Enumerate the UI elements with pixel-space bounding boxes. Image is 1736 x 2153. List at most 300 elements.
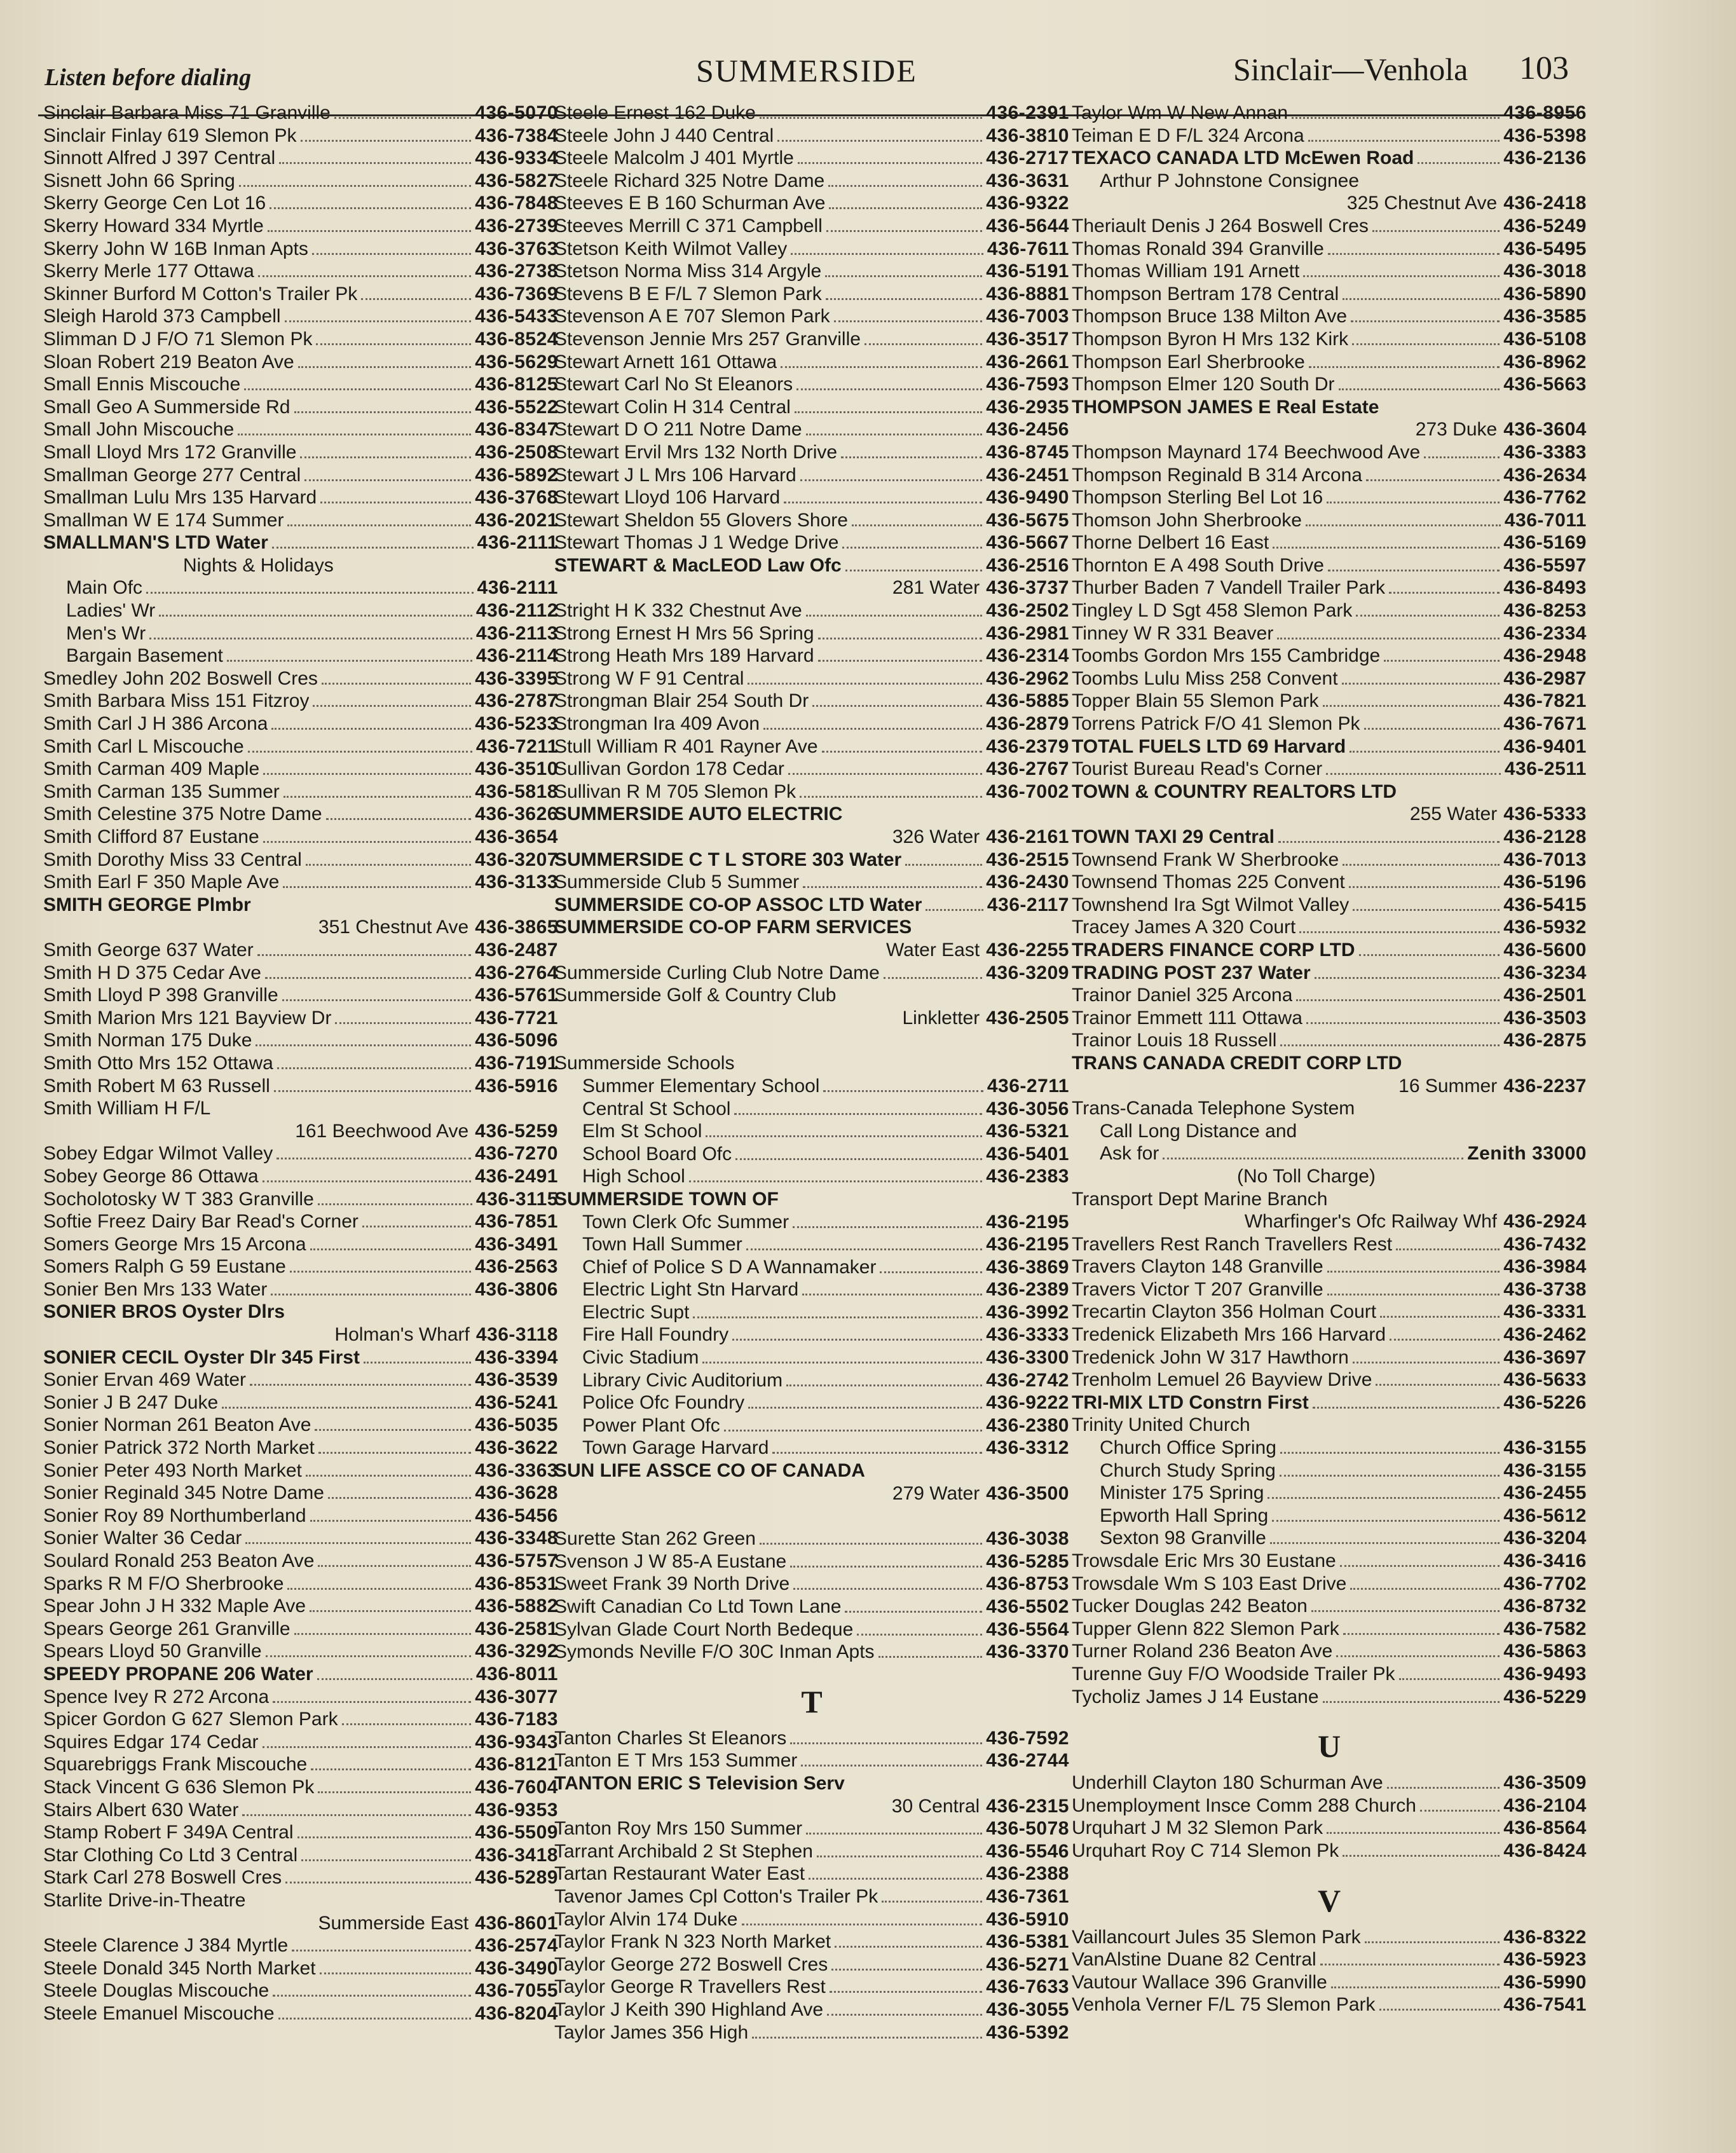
dot-leader (1306, 1022, 1500, 1024)
dot-leader (317, 1678, 472, 1680)
phone-number: 436-2717 (986, 147, 1069, 169)
listing-name: Trenholm Lemuel 26 Bayview Drive (1072, 1369, 1372, 1391)
phone-number: 436-2237 (1503, 1075, 1587, 1097)
listing-entry (43, 645, 558, 667)
phone-number: 436-8881 (986, 283, 1069, 304)
dot-leader (784, 502, 982, 503)
dot-leader (825, 275, 982, 277)
listing-name: 279 Water (892, 1482, 980, 1504)
dot-leader (1372, 230, 1500, 232)
phone-number: 436-2502 (986, 600, 1069, 622)
phone-number: 436-7633 (986, 1976, 1069, 1998)
dot-leader (301, 140, 472, 142)
listing-name: Sonier Patrick 372 North Market (43, 1437, 315, 1459)
listing-name: Theriault Denis J 264 Boswell Cres (1072, 215, 1369, 236)
listing-entry (1072, 305, 1587, 328)
listing-entry (1072, 283, 1587, 306)
listing-name: Steele Emanuel Miscouche (43, 2002, 275, 2024)
dot-leader (1296, 999, 1500, 1001)
dot-leader (283, 886, 471, 888)
listing-entry (43, 758, 558, 781)
dot-leader (362, 1226, 471, 1227)
dot-leader (795, 411, 982, 413)
dot-leader (790, 1566, 982, 1568)
listing-name: Skerry Howard 334 Myrtle (43, 215, 264, 236)
listing-entry (43, 577, 558, 599)
listing-name: Thurber Baden 7 Vandell Trailer Park (1072, 577, 1386, 599)
listing-name: Soulard Ronald 253 Beaton Ave (43, 1550, 315, 1571)
phone-number: 436-3204 (1503, 1528, 1587, 1549)
listing-name: Stright H K 332 Chestnut Ave (554, 600, 802, 622)
phone-number: 436-5882 (475, 1596, 558, 1617)
phone-number: 436-7183 (475, 1709, 558, 1730)
dot-leader (1343, 864, 1500, 866)
listing-name: Stetson Keith Wilmot Valley (554, 238, 788, 259)
dot-leader (793, 1588, 982, 1590)
listing-entry (1072, 1278, 1587, 1301)
dot-leader (315, 1429, 471, 1431)
listing-entry (43, 509, 558, 532)
listing-name: Travellers Rest Ranch Travellers Rest (1072, 1233, 1393, 1255)
listing-name: Smith Barbara Miss 151 Fitzroy (43, 690, 310, 712)
listing-name: Squarebriggs Frank Miscouche (43, 1754, 308, 1775)
listing-entry (554, 735, 1069, 758)
listing-name: Stewart Sheldon 55 Glovers Shore (554, 509, 848, 531)
listing-entry (43, 1934, 558, 1957)
section-letter: T (801, 1683, 823, 1719)
listing-name: Stewart Lloyd 106 Harvard (554, 487, 781, 509)
dot-leader (318, 1791, 471, 1793)
dot-leader (1399, 1678, 1500, 1680)
phone-number: 436-3312 (986, 1437, 1069, 1459)
listing-entry (554, 1550, 1069, 1573)
listing-entry (43, 1142, 558, 1165)
dot-leader (159, 615, 472, 617)
listing-entry (43, 1799, 558, 1822)
listing-name: Smith Norman 175 Duke (43, 1030, 252, 1051)
phone-number: 436-2981 (986, 622, 1069, 644)
listing-name: Tartan Restaurant Water East (554, 1863, 805, 1885)
listing-name: Sonier Peter 493 North Market (43, 1459, 302, 1481)
listing-entry (554, 713, 1069, 735)
listing-name: Town Hall Summer (582, 1234, 742, 1255)
listing-entry (554, 1346, 1069, 1369)
listing-name: Turenne Guy F/O Woodside Trailer Pk (1072, 1663, 1395, 1685)
phone-number: 436-2111 (477, 577, 558, 599)
listing-entry (554, 102, 1069, 125)
dot-leader (310, 1520, 472, 1522)
listing-name: Police Ofc Foundry (582, 1392, 745, 1414)
dot-leader (1352, 343, 1500, 345)
phone-number: 436-3363 (475, 1459, 558, 1481)
listing-name: Turner Roland 236 Beaton Ave (1072, 1641, 1333, 1662)
listing-name: Sinclair Finlay 619 Slemon Pk (43, 125, 297, 146)
listing-entry (43, 1301, 558, 1323)
phone-number: 436-7541 (1503, 1994, 1587, 2016)
phone-number: 436-5633 (1503, 1369, 1587, 1391)
listing-entry (43, 1391, 558, 1414)
phone-number: 436-9334 (475, 147, 558, 169)
dot-leader (265, 977, 471, 979)
dot-leader (256, 1044, 471, 1046)
dot-leader (1313, 1407, 1500, 1409)
listing-name: Socholotosky W T 383 Granville (43, 1188, 314, 1210)
listing-entry (1072, 554, 1587, 577)
phone-number: 436-2739 (475, 215, 558, 236)
phone-number: 436-8253 (1503, 600, 1587, 622)
listing-entry (1072, 894, 1587, 917)
dot-leader (318, 1203, 472, 1205)
phone-number: 436-3333 (986, 1324, 1069, 1346)
listing-entry (1072, 1618, 1587, 1641)
listing-name: Thompson Earl Sherbrooke (1072, 351, 1305, 373)
phone-number: 436-9353 (475, 1799, 558, 1821)
listing-entry (1072, 1323, 1587, 1346)
dot-leader (796, 388, 982, 390)
listing-entry (43, 735, 558, 758)
phone-number: 436-7604 (475, 1776, 558, 1798)
listing-name: Sobey Edgar Wilmot Valley (43, 1143, 273, 1165)
spacer (554, 1029, 1069, 1052)
dot-leader (800, 479, 983, 481)
dot-leader (316, 343, 471, 345)
phone-number: 436-5289 (475, 1867, 558, 1889)
dot-leader (1327, 1832, 1500, 1834)
listing-entry (1072, 102, 1587, 125)
listing-entry (43, 803, 558, 826)
listing-name: Smallman Lulu Mrs 135 Harvard (43, 487, 317, 509)
listing-entry (554, 1369, 1069, 1392)
phone-number: 436-2511 (1504, 758, 1587, 780)
dot-leader (263, 841, 472, 843)
listing-entry (43, 1097, 558, 1120)
listing-entry (1072, 1052, 1587, 1075)
listing-name: Smith William H F/L (43, 1098, 211, 1119)
phone-number: 436-3115 (475, 1188, 558, 1210)
phone-number: 436-2661 (986, 351, 1069, 373)
phone-number: 436-2455 (1503, 1482, 1587, 1504)
listing-entry (43, 1437, 558, 1459)
phone-number: 436-2388 (986, 1863, 1069, 1885)
listing-entry (43, 1889, 558, 1912)
listing-entry (554, 1908, 1069, 1931)
dot-leader (278, 2018, 472, 2020)
dot-leader (806, 1833, 982, 1835)
dot-leader (257, 954, 472, 956)
listing-entry (43, 1731, 558, 1754)
phone-number: 436-3209 (986, 962, 1069, 983)
listing-entry (43, 871, 558, 894)
phone-number: 436-3631 (986, 170, 1069, 191)
listing-name: Small Lloyd Mrs 172 Granville (43, 441, 297, 463)
phone-number: 436-8564 (1503, 1817, 1587, 1839)
dot-leader (238, 434, 471, 435)
dot-leader (926, 909, 983, 911)
listing-entry (1072, 826, 1587, 849)
phone-number: 436-2136 (1503, 147, 1587, 169)
listing-name: Minister 175 Spring (1100, 1482, 1264, 1504)
listing-name: VanAlstine Duane 82 Central (1072, 1949, 1316, 1971)
dot-leader (292, 1950, 471, 1951)
listing-name: Tanton Charles St Eleanors (554, 1727, 787, 1749)
dot-leader (1340, 1565, 1500, 1567)
dot-leader (248, 751, 472, 753)
dot-leader (880, 1271, 982, 1273)
listing-name: Spear John J H 332 Maple Ave (43, 1596, 306, 1617)
listing-entry (1072, 622, 1587, 645)
phone-number: 436-2487 (475, 939, 558, 960)
listing-name: Stetson Norma Miss 314 Argyle (554, 261, 822, 282)
listing-entry (1072, 418, 1587, 441)
listing-name: Linkletter (902, 1007, 980, 1029)
listing-entry (554, 1143, 1069, 1166)
listing-name: 30 Central (891, 1795, 980, 1817)
listing-entry (1072, 1505, 1587, 1528)
phone-number: 436-5035 (475, 1414, 558, 1436)
listing-entry (554, 1528, 1069, 1550)
listing-name: Steele Ernest 162 Duke (554, 102, 756, 123)
dot-leader (1328, 570, 1500, 571)
phone-number: 436-2948 (1503, 645, 1587, 667)
listing-entry (1072, 1346, 1587, 1369)
listing-name: Sullivan Gordon 178 Cedar (554, 758, 784, 780)
listing-entry (43, 849, 558, 871)
listing-entry (1072, 170, 1587, 193)
listing-name: Squires Edgar 174 Cedar (43, 1731, 259, 1753)
listing-name: Trowsdale Eric Mrs 30 Eustane (1072, 1550, 1336, 1571)
spacer (554, 1505, 1069, 1528)
dot-leader (318, 1565, 471, 1567)
listing-name: Sleigh Harold 373 Campbell (43, 306, 281, 327)
dot-leader (304, 479, 471, 481)
dot-leader (1326, 773, 1501, 775)
dot-leader (311, 1768, 471, 1770)
dot-leader (263, 773, 471, 775)
listing-entry (554, 1727, 1069, 1750)
listing-name: Trainor Emmett 111 Ottawa (1072, 1007, 1302, 1029)
listing-entry (1072, 215, 1587, 238)
listing-name: Stairs Albert 630 Water (43, 1799, 239, 1821)
dot-leader (857, 1634, 982, 1636)
listing-entry (1072, 125, 1587, 147)
listing-entry (1072, 1075, 1587, 1098)
dot-leader (826, 230, 982, 232)
phone-number: 436-2255 (986, 939, 1069, 960)
listing-name: Summerside Schools (554, 1053, 735, 1074)
dot-leader (845, 1611, 982, 1613)
listing-entry (43, 2002, 558, 2025)
listing-entry (554, 1596, 1069, 1618)
dot-leader (1424, 456, 1500, 458)
listing-entry (1072, 1007, 1587, 1030)
listing-entry (1072, 1948, 1587, 1971)
listing-name: Tinney W R 331 Beaver (1072, 622, 1274, 644)
dot-leader (306, 1475, 471, 1477)
dot-leader (1387, 1787, 1500, 1789)
listing-name: Taylor James 356 High (554, 2021, 749, 2043)
phone-number: 436-3234 (1503, 962, 1587, 983)
listing-entry (554, 1795, 1069, 1818)
listing-entry (1072, 1233, 1587, 1256)
phone-number: 436-3207 (475, 849, 558, 870)
listing-name: 273 Duke (1415, 419, 1498, 441)
phone-number: 436-8732 (1503, 1596, 1587, 1617)
phone-number: 436-8531 (475, 1573, 558, 1594)
dot-leader (1379, 2009, 1500, 2011)
listing-entry (43, 1957, 558, 1980)
phone-number: 436-8493 (1503, 577, 1587, 599)
listing-name: Sexton 98 Granville (1100, 1528, 1266, 1549)
dot-leader (1350, 1588, 1500, 1590)
listing-entry (43, 1573, 558, 1596)
listing-name: Urquhart J M 32 Slemon Park (1072, 1817, 1323, 1839)
listing-name: Sonier Reginald 345 Notre Dame (43, 1482, 324, 1504)
listing-entry (1072, 667, 1587, 690)
phone-number: 436-5226 (1503, 1391, 1587, 1413)
listing-entry (554, 962, 1069, 985)
listing-name: Topper Blain 55 Slemon Park (1072, 690, 1319, 712)
listing-name: 255 Water (1409, 803, 1498, 825)
phone-number: 436-8956 (1503, 102, 1587, 123)
listing-entry (43, 599, 558, 622)
dot-leader (706, 1135, 982, 1137)
phone-number: 436-3395 (475, 667, 558, 689)
listing-name: Underhill Clayton 180 Schurman Ave (1072, 1772, 1383, 1794)
phone-number: 436-2508 (475, 441, 558, 463)
listing-entry (1072, 577, 1587, 599)
dot-leader (1351, 320, 1500, 322)
dot-leader (318, 1452, 471, 1454)
listing-entry (554, 531, 1069, 554)
dot-leader (803, 886, 982, 888)
phone-number: 436-5415 (1503, 894, 1587, 915)
listing-name: Strong Ernest H Mrs 56 Spring (554, 622, 814, 644)
listing-entry (43, 1165, 558, 1188)
dot-leader (791, 253, 983, 255)
phone-number: 436-2581 (475, 1618, 558, 1639)
phone-number: 436-8424 (1503, 1840, 1587, 1861)
listing-name: Star Clothing Co Ltd 3 Central (43, 1844, 298, 1866)
phone-number: 436-2391 (986, 102, 1069, 123)
phone-number: 436-5564 (986, 1618, 1069, 1640)
phone-number: 436-3056 (986, 1098, 1069, 1119)
phone-number: 436-3869 (986, 1256, 1069, 1278)
listing-name: 161 Beechwood Ave (295, 1120, 469, 1142)
guide-range: Sinclair—Venhola (1233, 51, 1468, 87)
phone-number: 436-7593 (986, 374, 1069, 395)
phone-number: 436-7702 (1503, 1573, 1587, 1594)
listing-name: Smith H D 375 Cedar Ave (43, 962, 261, 983)
phone-number: 436-5761 (475, 985, 558, 1006)
listing-entry (1072, 1772, 1587, 1794)
listing-entry (554, 1188, 1069, 1211)
phone-number: 436-2383 (986, 1166, 1069, 1187)
phone-number: 436-2379 (986, 735, 1069, 757)
listing-entry (43, 1753, 558, 1776)
phone-number: 436-3133 (475, 871, 558, 893)
dot-leader (1342, 683, 1500, 685)
dot-leader (1280, 1044, 1500, 1046)
listing-name: Somers George Mrs 15 Arcona (43, 1233, 306, 1255)
dot-leader (273, 1995, 471, 1997)
listing-name: Taylor Alvin 174 Duke (554, 1908, 738, 1930)
listing-entry (554, 1211, 1069, 1234)
listing-entry (554, 1641, 1069, 1664)
listing-name: Spence Ivey R 272 Arcona (43, 1686, 270, 1707)
listing-name: Thorne Delbert 16 East (1072, 532, 1269, 554)
listing-entry (554, 1233, 1069, 1256)
listing-name: Trowsdale Wm S 103 East Drive (1072, 1573, 1347, 1594)
listing-entry (43, 667, 558, 690)
dot-leader (1349, 886, 1500, 888)
listing-entry (554, 1976, 1069, 1999)
listing-name: Ladies' Wr (66, 600, 156, 622)
phone-number: 436-2935 (986, 396, 1069, 418)
listing-entry (1072, 1993, 1587, 2016)
listing-name: Steele John J 440 Central (554, 125, 774, 146)
phone-number: 436-3622 (475, 1437, 558, 1459)
listing-entry (1072, 1840, 1587, 1863)
phone-number: 436-3517 (986, 328, 1069, 350)
phone-number: 436-5108 (1503, 328, 1587, 350)
dot-leader (1343, 298, 1500, 300)
listing-entry (554, 1052, 1069, 1075)
listing-entry (554, 1414, 1069, 1437)
listing-entry (554, 1256, 1069, 1279)
dot-leader (306, 864, 471, 866)
listing-entry (1072, 1165, 1587, 1188)
dot-leader (1339, 388, 1500, 390)
phone-number: 436-5169 (1503, 532, 1587, 554)
listing-entry (1072, 1971, 1587, 1994)
listing-name: Electric Supt (582, 1301, 690, 1323)
listing-name: Thompson Elmer 120 South Dr (1072, 374, 1335, 395)
dot-leader (1390, 1339, 1500, 1341)
listing-entry (554, 916, 1069, 939)
listing-name: Stark Carl 278 Boswell Cres (43, 1867, 282, 1889)
phone-number: 436-7848 (475, 193, 558, 214)
listing-name: Stevenson Jennie Mrs 257 Granville (554, 328, 861, 350)
dot-leader (328, 1497, 471, 1499)
listing-entry (554, 1278, 1069, 1301)
dot-leader (245, 1542, 471, 1544)
listing-name: Thornton E A 498 South Drive (1072, 554, 1324, 576)
dot-leader (239, 185, 471, 187)
listing-entry (554, 486, 1069, 509)
dot-leader (272, 547, 474, 549)
listing-name: Tavenor James Cpl Cotton's Trailer Pk (554, 1885, 878, 1907)
dot-leader (1418, 162, 1500, 164)
listing-column-2 (554, 102, 1069, 2044)
listing-name: Travers Clayton 148 Granville (1072, 1256, 1323, 1278)
listing-name: Tourist Bureau Read's Corner (1072, 758, 1323, 780)
dot-leader (1278, 841, 1500, 843)
phone-number: 436-5392 (986, 2021, 1069, 2043)
phone-number: 436-8204 (475, 2002, 558, 2024)
listing-name: Swift Canadian Co Ltd Town Lane (554, 1596, 842, 1617)
listing-entry (43, 1414, 558, 1437)
listing-entry (43, 894, 558, 917)
phone-number: 436-7432 (1503, 1233, 1587, 1255)
listing-name: TOWN TAXI 29 Central (1072, 826, 1275, 847)
listing-entry (554, 351, 1069, 374)
phone-number: 436-5932 (1503, 917, 1587, 938)
listing-entry (1072, 645, 1587, 667)
listing-name: Power Plant Ofc (582, 1414, 720, 1436)
phone-number: 436-5827 (475, 170, 558, 191)
listing-name: Smith Earl F 350 Maple Ave (43, 871, 280, 893)
dot-leader (828, 185, 982, 187)
